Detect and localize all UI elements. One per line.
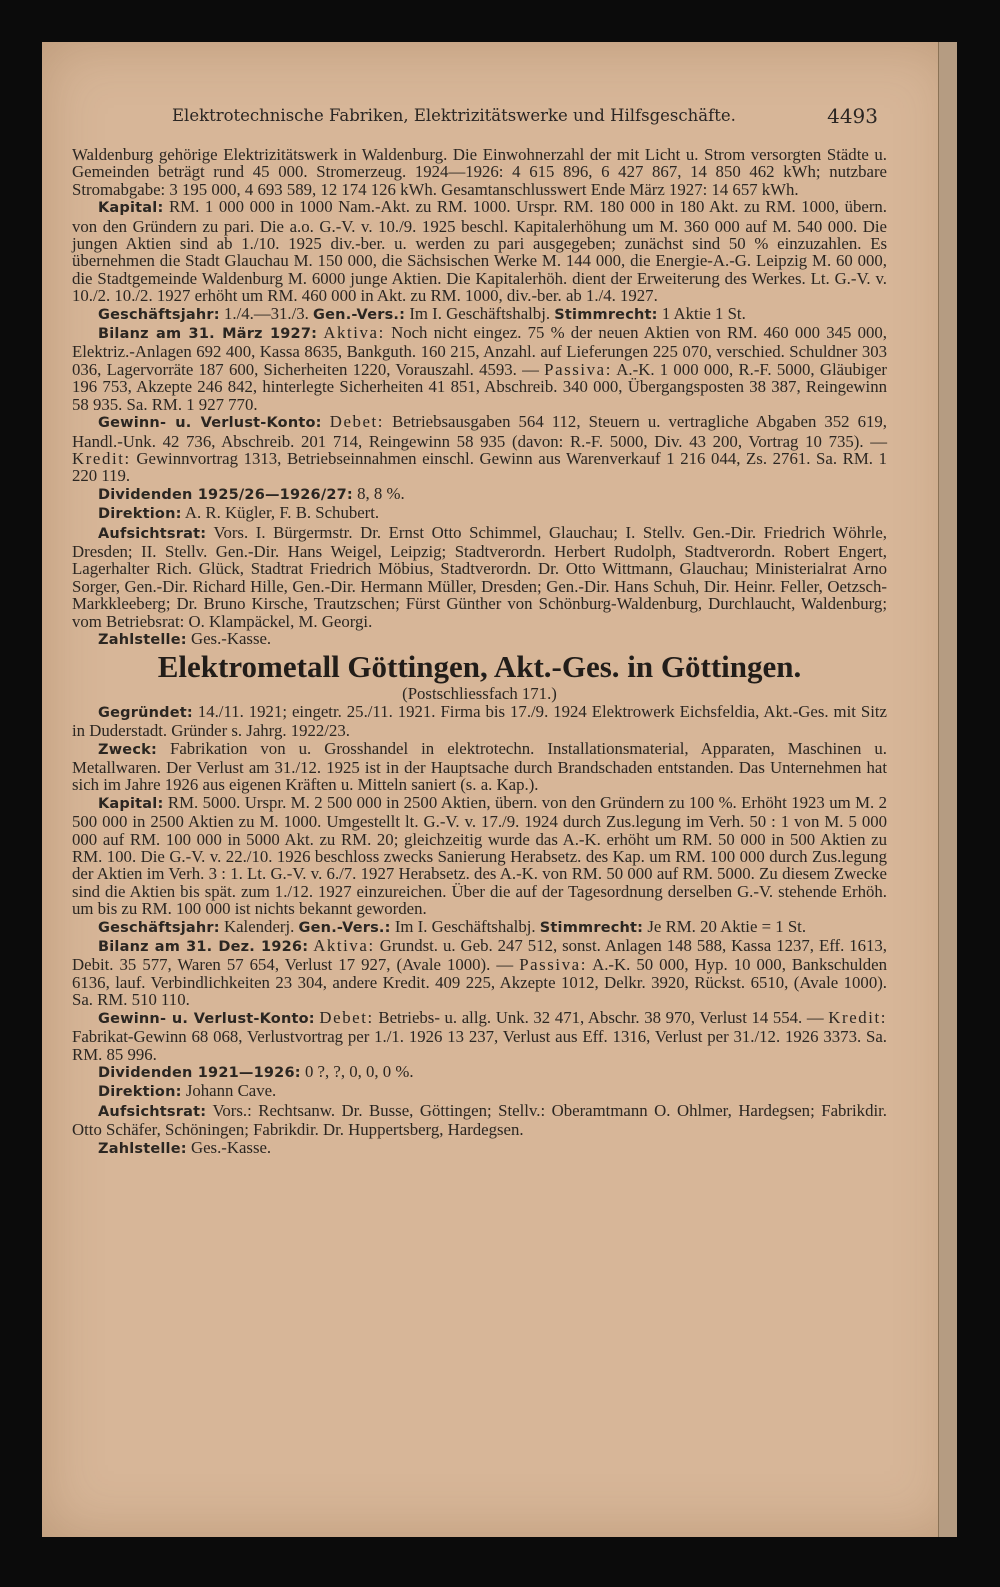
direktion-paragraph: Direktion: A. R. Kügler, F. B. Schubert.	[98, 503, 380, 523]
company-postfach: (Postschliessfach 171.)	[402, 684, 557, 704]
kapital-paragraph: Kapital: RM. 1 000 000 in 1000 Nam.-Akt. zu RM. 1000. Urspr. RM. 180 000 in 180 Akt. zu RM. 1000, übern. von den Gründern zu pari. Die a.o. G.-V. v. 10./9. 1925 beschl. Kapitalerhöhung um M. 360 000 auf M. 540 000. Die jungen Aktien sind ab 1./10. 1925 div.-ber. u. werden zu pari ausgegeben; zunächst sind 50 % einzuzahlen. Es übernehmen die Stadt Glauchau M. 150 000, die Sächsischen Werke M. 144 000, die Energie-A.-G. Leipzig M. 60 000, die Stadtgemeinde Waldenburg M. 6000 junge Aktien. Die Kapitalerhöh. dient der Erweiterung des Werkes. Lt. G.-V. v. 10./2. 10./2. 1927 erhöht um RM. 460 000 in Akt. zu RM. 1000, div.-ber. ab 1./4. 1927.	[72, 197, 887, 306]
direktion-paragraph-2: Direktion: Johann Cave.	[98, 1081, 277, 1101]
page-number: 4493	[827, 104, 878, 128]
aufsichtsrat-paragraph: Aufsichtsrat: Vors. I. Bürgermstr. Dr. Ernst Otto Schimmel, Glauchau; I. Stellv. Gen.-Dir. Friedrich Wöhrle, Dresden; II. Stellv. Gen.-Dir. Hans Weigel, Leipzig; Stadtverordn. Herbert Rudolph, Stadtverordn. Robert Engert, Lagerhalter Rich. Glück, Stadtrat Friedrich Möbius, Stadtverordn. Dr. Otto Wittmann, Glauchau; Ministerialrat Arno Sorger, Gen.-Dir. Richard Hille, Gen.-Dir. Hermann Müller, Dresden; Gen.-Dir. Hans Schuh, Dir. Heinr. Feller, Oetzsch-Markkleeberg; Dr. Bruno Kirsche, Trautzschen; Fürst Günther von Schönburg-Waldenburg, Durchlaucht, Waldenburg; vom Betriebsrat: O. Klampäckel, M. Georgi.	[72, 522, 887, 631]
page-content	[72, 146, 887, 1158]
company-title: Elektrometall Göttingen, Akt.-Ges. in Göttingen.	[157, 649, 802, 685]
book-page	[42, 42, 956, 1537]
guv-paragraph-2: Gewinn- u. Verlust-Konto: Debet: Betriebs- u. allg. Unk. 32 471, Abschr. 38 970, Verlust 14 554. — Kredit: Fabrikat-Gewinn 68 068, Verlustvortrag per 1./1. 1926 13 237, Verlust aus Eff. 1316, Verlust per 31./12. 1926 3373. Sa. RM. 85 996.	[72, 1007, 888, 1064]
page-edge	[938, 42, 957, 1537]
geschaeftsjahr-paragraph-2: Geschäftsjahr: Kalenderj. Gen.-Vers.: Im I. Geschäftshalbj. Stimmrecht: Je RM. 20 Aktie = 1 St.	[98, 916, 807, 936]
aufsichtsrat-paragraph-2: Aufsichtsrat: Vors.: Rechtsanw. Dr. Busse, Göttingen; Stellv.: Oberamtmann O. Ohlmer, Hardegsen; Fabrikdir. Otto Schäfer, Schöningen; Fabrikdir. Dr. Huppertsberg, Hardegsen.	[72, 1100, 887, 1140]
zahlstelle-paragraph: Zahlstelle: Ges.-Kasse.	[98, 628, 272, 648]
dividenden-paragraph: Dividenden 1925/26—1926/27: 8, 8 %.	[98, 483, 405, 503]
header-title: Elektrotechnische Fabriken, Elektrizitätswerke und Hilfsgeschäfte.	[172, 106, 736, 125]
zweck-paragraph: Zweck: Fabrikation von u. Grosshandel in elektrotechn. Installationsmaterial, Apparaten, Maschinen u. Metallwaren. Der Verlust am 31./12. 1925 ist in der Hauptsache durch Brandschaden entstanden. Das Unternehmen hat sich im Jahre 1926 aus eigenen Kräften u. Mitteln saniert (s. a. Kap.).	[72, 738, 887, 795]
kapital-paragraph-2: Kapital: RM. 5000. Urspr. M. 2 500 000 in 2500 Aktien, übern. von den Gründern zu 100 %. Erhöht 1923 um M. 2 500 000 in 2500 Aktien zu M. 1000. Umgestellt lt. G.-V. v. 17./9. 1924 durch Zus.legung im Verh. 50 : 1 von M. 5 000 000 auf RM. 100 000 in 5000 Akt. zu RM. 20; gleichzeitig wurde das A.-K. erhöht um RM. 50 000 in 500 Aktien zu RM. 100. Die G.-V. v. 22./10. 1926 beschloss zwecks Sanierung Herabsetz. des Kap. um RM. 100 000 durch Zus.legung der Aktien im Verh. 3 : 1. Lt. G.-V. v. 6./7. 1927 Herabsetz. des A.-K. von RM. 50 000 auf RM. 5000. Zu diesem Zwecke sind die Aktien bis spät. zum 1./12. 1927 einzureichen. Über die auf der Tagesordnung derselben G.-V. stehende Erhöh. um bis zu RM. 100 000 ist nichts bekannt geworden.	[72, 792, 888, 919]
entry-intro: Waldenburg gehörige Elektrizitätswerk in Waldenburg. Die Einwohnerzahl der mit Licht u. Strom versorgten Städte u. Gemeinden beträgt rund 45 000. Stromerzeug. 1924—1926: 4 615 896, 6 427 867, 14 850 462 kWh; nutzbare Stromabgabe: 3 195 000, 4 693 589, 12 174 126 kWh. Gesamtanschlusswert Ende März 1927: 14 657 kWh.	[72, 145, 887, 199]
running-header	[42, 104, 956, 132]
gegruendet-paragraph: Gegründet: 14./11. 1921; eingetr. 25./11. 1921. Firma bis 17./9. 1924 Elektrowerk Eichsfeldia, Akt.-Ges. mit Sitz in Duderstadt. Gründer s. Jahrg. 1922/23.	[72, 701, 887, 741]
zahlstelle-paragraph-2: Zahlstelle: Ges.-Kasse.	[98, 1137, 272, 1157]
dividenden-paragraph-2: Dividenden 1921—1926: 0 ?, ?, 0, 0, 0 %.	[98, 1061, 414, 1081]
bilanz-paragraph-2: Bilanz am 31. Dez. 1926: Aktiva: Grundst. u. Geb. 247 512, sonst. Anlagen 148 588, Kassa 1237, Eff. 1613, Debit. 35 577, Waren 57 654, Verlust 17 927, (Avale 1000). — Passiva: A.-K. 50 000, Hyp. 10 000, Bankschulden 6136, lauf. Verbindlichkeiten 23 304, andere Kredit. 409 225, Akzepte 1012, Delkr. 3920, Rückst. 6510, (Avale 1000). Sa. RM. 510 110.	[72, 936, 888, 1010]
bilanz-paragraph: Bilanz am 31. März 1927: Aktiva: Noch nicht eingez. 75 % der neuen Aktien von RM. 460 000 345 000, Elektriz.-Anlagen 692 400, Kassa 8635, Bankguth. 160 215, Anzahl. auf Lieferungen 225 070, verschied. Schuldner 303 036, Lagervorräte 187 600, Sicherheiten 1220, Vorauszahl. 4593. — Passiva: A.-K. 1 000 000, R.-F. 5000, Gläubiger 196 753, Akzepte 246 842, hinterlegte Sicherheiten 41 851, Abschreib. 340 000, Übergangsposten 38 387, Reingewinn 58 935. Sa. RM. 1 927 770.	[72, 323, 888, 414]
geschaeftsjahr-paragraph: Geschäftsjahr: 1./4.—31./3. Gen.-Vers.: Im I. Geschäftshalbj. Stimmrecht: 1 Aktie 1 St.	[98, 303, 746, 323]
guv-paragraph: Gewinn- u. Verlust-Konto: Debet: Betriebsausgaben 564 112, Steuern u. vertragliche Abgaben 352 619, Handl.-Unk. 42 736, Abschreib. 201 714, Reingewinn 58 935 (davon: R.-F. 5000, Div. 43 200, Vortrag 10 735). — Kredit: Gewinnvortrag 1313, Betriebseinnahmen einschl. Gewinn aus Warenverkauf 1 216 044, Zs. 2761. Sa. RM. 1 220 119.	[72, 412, 887, 486]
